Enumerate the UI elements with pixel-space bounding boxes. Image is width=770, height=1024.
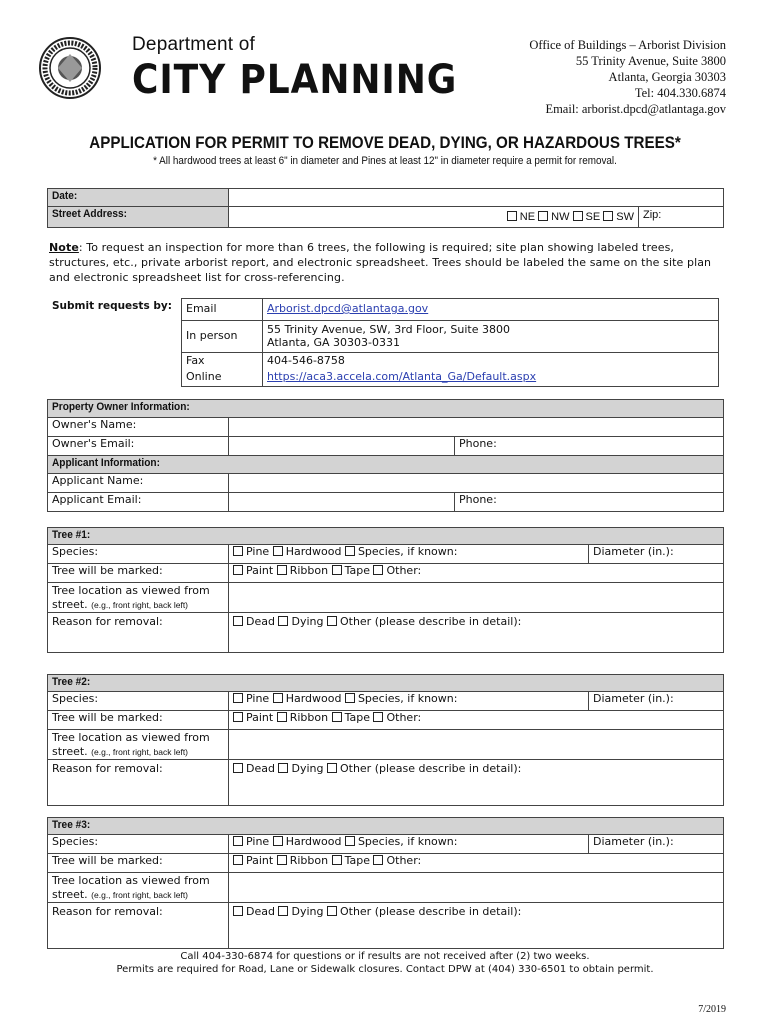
location-field[interactable] <box>229 730 724 760</box>
owner-email-label: Owner's Email: <box>48 437 229 456</box>
footer-line-1: Call 404-330-6874 for questions or if results are not received after (2) two weeks. <box>180 951 590 962</box>
other-mark-checkbox[interactable] <box>373 855 383 865</box>
in-person-address: 55 Trinity Avenue, SW, 3rd Floor, Suite 3800 Atlanta, GA 30303-0331 <box>263 321 719 353</box>
date-field[interactable] <box>229 189 724 207</box>
dying-checkbox[interactable] <box>278 906 288 916</box>
reason-field[interactable]: Dead Dying Other (please describe in detail): <box>229 760 724 806</box>
species-label: Species: <box>48 835 229 854</box>
quadrant-se-checkbox[interactable] <box>573 211 583 221</box>
submit-requests-label: Submit requests by: <box>52 300 172 312</box>
hardwood-checkbox[interactable] <box>273 693 283 703</box>
city-planning-logo-text: CITY PLANNING <box>132 57 458 103</box>
tape-checkbox[interactable] <box>332 855 342 865</box>
location-table <box>47 188 724 228</box>
method-fax-online-labels <box>182 353 263 387</box>
other-reason-checkbox[interactable] <box>327 616 337 626</box>
owner-email-field[interactable] <box>229 437 455 456</box>
other-reason-checkbox[interactable] <box>327 906 337 916</box>
diameter-field[interactable]: Diameter (in.): <box>589 692 724 711</box>
marked-options[interactable]: Paint Ribbon Tape Other: <box>229 564 724 583</box>
reason-label: Reason for removal: <box>48 613 229 653</box>
marked-label: Tree will be marked: <box>48 711 229 730</box>
form-subtitle: * All hardwood trees at least 6" in diameter and Pines at least 12" in diameter require a permit for removal. <box>153 155 617 167</box>
species-known-checkbox[interactable] <box>345 546 355 556</box>
fax-number: 404-546-8758 <box>267 354 345 367</box>
ribbon-checkbox[interactable] <box>277 565 287 575</box>
zip-field[interactable]: Zip: <box>639 207 724 228</box>
office-line: 55 Trinity Avenue, Suite 3800 <box>575 54 726 68</box>
fax-online-details <box>263 353 719 387</box>
method-email-label: Email <box>182 299 263 321</box>
applicant-name-field[interactable] <box>229 474 724 493</box>
marked-options[interactable]: Paint Ribbon Tape Other: <box>229 854 724 873</box>
location-field[interactable] <box>229 873 724 903</box>
applicant-email-label: Applicant Email: <box>48 493 229 512</box>
email-link[interactable]: Arborist.dpcd@atlantaga.gov <box>263 299 719 321</box>
reason-field[interactable]: Dead Dying Other (please describe in detail): <box>229 613 724 653</box>
ribbon-checkbox[interactable] <box>277 712 287 722</box>
quadrant-nw-checkbox[interactable] <box>538 211 548 221</box>
city-seal-logo <box>38 36 102 100</box>
office-line: Tel: 404.330.6874 <box>634 86 726 100</box>
dead-checkbox[interactable] <box>233 763 243 773</box>
marked-options[interactable]: Paint Ribbon Tape Other: <box>229 711 724 730</box>
hardwood-checkbox[interactable] <box>273 836 283 846</box>
other-mark-checkbox[interactable] <box>373 565 383 575</box>
dept-of-label: Department of <box>132 34 255 55</box>
tree-header: Tree #3: <box>48 818 724 835</box>
dead-checkbox[interactable] <box>233 906 243 916</box>
ribbon-checkbox[interactable] <box>277 855 287 865</box>
reason-label: Reason for removal: <box>48 760 229 806</box>
pine-checkbox[interactable] <box>233 693 243 703</box>
species-known-checkbox[interactable] <box>345 693 355 703</box>
owner-name-field[interactable] <box>229 418 724 437</box>
footer-line-2: Permits are required for Road, Lane or Sidewalk closures. Contact DPW at (404) 330-6501 to obtain permit. <box>116 964 654 975</box>
paint-checkbox[interactable] <box>233 855 243 865</box>
tree-table-3 <box>47 817 724 949</box>
pine-checkbox[interactable] <box>233 836 243 846</box>
revision-date: 7/2019 <box>698 1004 726 1015</box>
quadrant-sw-checkbox[interactable] <box>603 211 613 221</box>
species-label: Species: <box>48 692 229 711</box>
dying-checkbox[interactable] <box>278 763 288 773</box>
applicant-email-field[interactable] <box>229 493 455 512</box>
reason-label: Reason for removal: <box>48 903 229 949</box>
street-label-cell: Street Address: <box>48 207 229 228</box>
diameter-field[interactable]: Diameter (in.): <box>589 545 724 564</box>
method-in-person-label: In person <box>182 321 263 353</box>
owner-info-header: Property Owner Information: <box>48 400 724 418</box>
applicant-name-label: Applicant Name: <box>48 474 229 493</box>
species-known-checkbox[interactable] <box>345 836 355 846</box>
pine-checkbox[interactable] <box>233 546 243 556</box>
method-fax-label: Fax <box>186 354 205 367</box>
office-line: Atlanta, Georgia 30303 <box>608 70 726 84</box>
office-line: Office of Buildings – Arborist Division <box>529 38 726 52</box>
date-label-cell: Date: <box>48 189 229 207</box>
location-label: Tree location as viewed from street. (e.g., front right, back left) <box>48 730 229 760</box>
applicant-phone-field[interactable]: Phone: <box>455 493 724 512</box>
tape-checkbox[interactable] <box>332 565 342 575</box>
reason-field[interactable]: Dead Dying Other (please describe in detail): <box>229 903 724 949</box>
species-options[interactable]: Pine Hardwood Species, if known: <box>229 692 589 711</box>
submit-methods-table <box>181 298 719 387</box>
owner-applicant-table <box>47 399 724 512</box>
tape-checkbox[interactable] <box>332 712 342 722</box>
location-label: Tree location as viewed from street. (e.g., front right, back left) <box>48 583 229 613</box>
applicant-info-header: Applicant Information: <box>48 456 724 474</box>
location-label: Tree location as viewed from street. (e.g., front right, back left) <box>48 873 229 903</box>
paint-checkbox[interactable] <box>233 712 243 722</box>
dying-checkbox[interactable] <box>278 616 288 626</box>
dead-checkbox[interactable] <box>233 616 243 626</box>
hardwood-checkbox[interactable] <box>273 546 283 556</box>
form-title: APPLICATION FOR PERMIT TO REMOVE DEAD, DYING, OR HAZARDOUS TREES* <box>89 134 681 152</box>
tree-header: Tree #2: <box>48 675 724 692</box>
location-field[interactable] <box>229 583 724 613</box>
other-mark-checkbox[interactable] <box>373 712 383 722</box>
owner-name-label: Owner's Name: <box>48 418 229 437</box>
footer <box>0 950 770 976</box>
species-options[interactable]: Pine Hardwood Species, if known: <box>229 835 589 854</box>
tree-header: Tree #1: <box>48 528 724 545</box>
office-address <box>529 37 726 117</box>
tree-table-1 <box>47 527 724 653</box>
method-online-label: Online <box>186 370 222 383</box>
owner-phone-field[interactable]: Phone: <box>455 437 724 456</box>
online-link[interactable]: https://aca3.accela.com/Atlanta_Ga/Default.aspx <box>267 370 537 383</box>
diameter-field[interactable]: Diameter (in.): <box>589 835 724 854</box>
species-label: Species: <box>48 545 229 564</box>
street-address-field[interactable]: NE NW SE SW <box>229 207 639 228</box>
other-reason-checkbox[interactable] <box>327 763 337 773</box>
marked-label: Tree will be marked: <box>48 564 229 583</box>
paint-checkbox[interactable] <box>233 565 243 575</box>
office-line: Email: arborist.dpcd@atlantaga.gov <box>545 102 726 116</box>
species-options[interactable]: Pine Hardwood Species, if known: <box>229 545 589 564</box>
quadrant-ne-checkbox[interactable] <box>507 211 517 221</box>
marked-label: Tree will be marked: <box>48 854 229 873</box>
note-paragraph: Note: To request an inspection for more than 6 trees, the following is required; site plan showing labeled trees, structures, etc., private arborist report, and electronic spreadsheet. Trees should be labeled the same on the site plan and electronic spreadsheet list for cross-referencing. <box>49 241 712 284</box>
tree-table-2 <box>47 674 724 806</box>
